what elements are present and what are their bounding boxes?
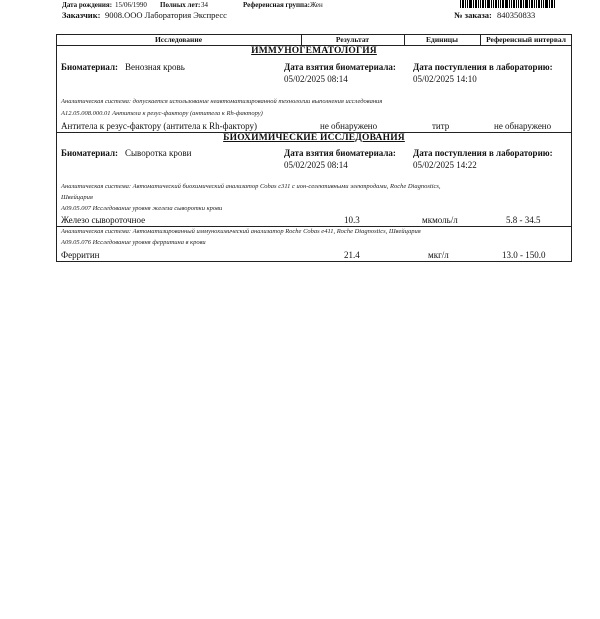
- row-result: не обнаружено: [320, 121, 378, 131]
- taken-date-label: Дата взятия биоматериала:: [284, 148, 396, 158]
- biomaterial-label: Биоматериал:: [61, 148, 119, 158]
- dob-label: Дата рождения:: [62, 1, 113, 9]
- row-result: 10.3: [344, 215, 360, 225]
- received-date-label: Дата поступления в лабораторию:: [413, 148, 553, 158]
- row-test-name: Ферритин: [61, 250, 100, 260]
- taken-date-value: 05/02/2025 08:14: [284, 160, 348, 170]
- row-result: 21.4: [344, 250, 360, 260]
- test-code-note: А09.05.076 Исследование уровня ферритина в крови: [61, 239, 206, 246]
- analytic-system-note: Аналитическая система: допускается использование неавтоматизированной технологии выполнения исследования: [61, 98, 383, 105]
- customer-value: 9008.ООО Лаборатория Экспресс: [105, 10, 227, 20]
- customer-label: Заказчик:: [62, 10, 101, 20]
- analytic-system-note: Аналитическая система: Автоматический биохимический анализатор Cobas c311 с ион-селективными электродами, Roche Diagnostics,: [61, 183, 441, 190]
- column-header-test: Исследование: [154, 35, 203, 44]
- analytic-system-note-cont: Швейцария: [61, 194, 93, 201]
- biomaterial-label: Биоматериал:: [61, 62, 119, 72]
- section-title: ИММУНОГЕМАТОЛОГИЯ: [251, 46, 377, 56]
- column-header-units: Единицы: [426, 35, 458, 44]
- order-value: 840350833: [497, 10, 536, 20]
- age-label: Полных лет:: [160, 1, 201, 9]
- received-date-value: 05/02/2025 14:22: [413, 160, 477, 170]
- dob-value: 15/06/1990: [115, 1, 147, 9]
- barcode-graphic: [460, 0, 564, 8]
- row-test-name: Антитела к резус-фактору (антитела к Rh-фактору): [61, 121, 257, 131]
- test-code-note: А09.05.007 Исследование уровня железа сыворотки крови: [61, 205, 223, 212]
- age-value: 34: [201, 1, 208, 9]
- received-date-value: 05/02/2025 14:10: [413, 74, 477, 84]
- column-header-reference: Референсный интервал: [486, 35, 566, 44]
- biomaterial-value: Венозная кровь: [125, 62, 185, 72]
- row-unit: титр: [432, 121, 450, 131]
- refgroup-label: Референсная группа:: [243, 1, 310, 9]
- results-table: [56, 34, 572, 262]
- row-unit: мкмоль/л: [422, 215, 458, 225]
- row-unit: мкг/л: [428, 250, 449, 260]
- row-reference: 13.0 - 150.0: [502, 250, 546, 260]
- row-test-name: Железо сывороточное: [61, 215, 146, 225]
- taken-date-label: Дата взятия биоматериала:: [284, 62, 396, 72]
- test-code-note: А12.05.008.000.01 Антитела к резус-фактору (антитела к Rh-фактору): [61, 110, 263, 117]
- order-label: № заказа:: [454, 10, 492, 20]
- row-reference: 5.8 - 34.5: [506, 215, 541, 225]
- refgroup-value: Жен: [310, 1, 323, 9]
- row-reference: не обнаружено: [494, 121, 552, 131]
- received-date-label: Дата поступления в лабораторию:: [413, 62, 553, 72]
- column-header-result: Результат: [335, 35, 370, 44]
- section-title: БИОХИМИЧЕСКИЕ ИССЛЕДОВАНИЯ: [223, 133, 405, 143]
- biomaterial-value: Сыворотка крови: [125, 148, 192, 158]
- taken-date-value: 05/02/2025 08:14: [284, 74, 348, 84]
- analytic-system-note: Аналитическая система: Автоматизированный иммунохимический анализатор Roche Cobas e411, Roche Diagnostics, Швейцария: [61, 228, 421, 235]
